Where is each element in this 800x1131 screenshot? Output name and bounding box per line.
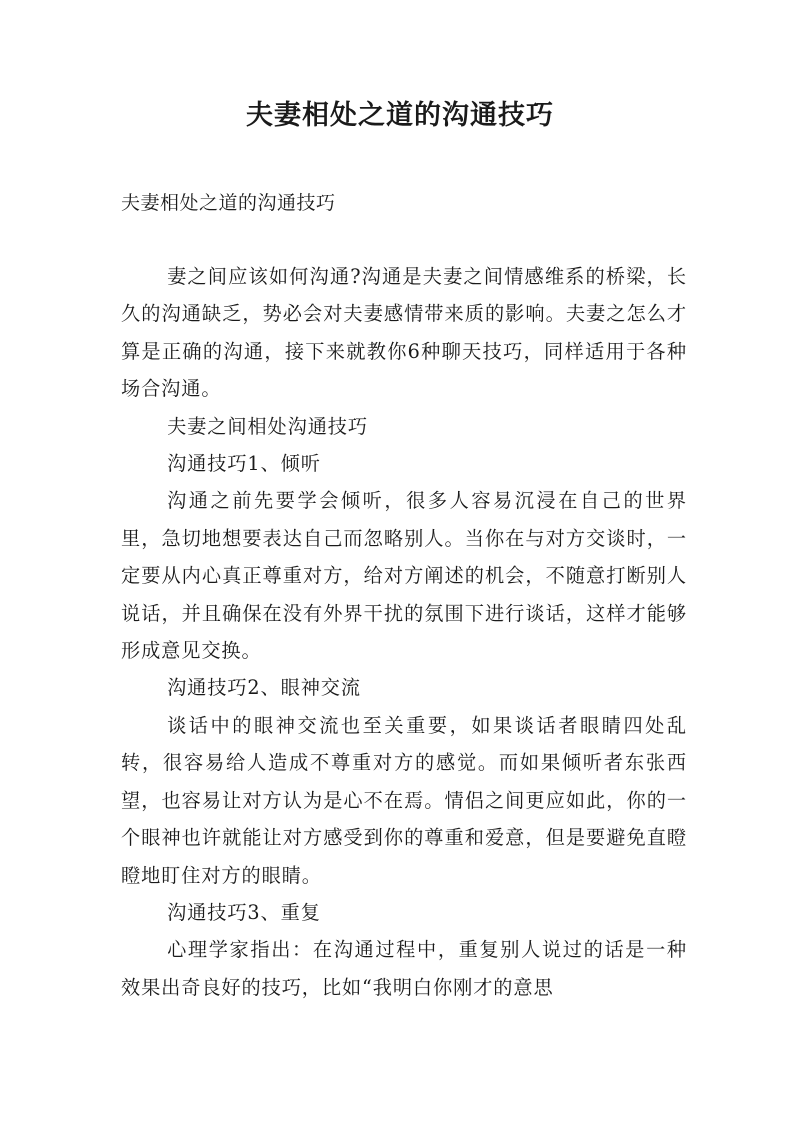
document-subtitle: 夫妻相处之道的沟通技巧 [121, 192, 336, 214]
section-heading: 夫妻之间相处沟通技巧 [167, 414, 368, 438]
document-title: 夫妻相处之道的沟通技巧 [246, 100, 554, 131]
paragraph-repetition: 心理学家指出：在沟通过程中，重复别人说过的话是一种效果出奇良好的技巧，比如“我明白你刚才的意思 [121, 938, 687, 999]
paragraph-listening: 沟通之前先要学会倾听，很多人容易沉浸在自己的世界里，急切地想要表达自己而忽略别人。当你在与对方交谈时，一定要从内心真正尊重对方，给对方阐述的机会，不随意打断别人说话，并且确保在没有外界干扰的氛围下进行谈话，这样才能够形成意见交换。 [121, 489, 687, 663]
tip-heading-2: 沟通技巧2、眼神交流 [167, 676, 361, 700]
paragraph-intro: 妻之间应该如何沟通?沟通是夫妻之间情感维系的桥梁，长久的沟通缺乏，势必会对夫妻感情带来质的影响。夫妻之怎么才算是正确的沟通，接下来就教你6种聊天技巧，同样适用于各种场合沟通。 [121, 265, 687, 401]
paragraph-eye-contact: 谈话中的眼神交流也至关重要，如果谈话者眼睛四处乱转，很容易给人造成不尊重对方的感觉。而如果倾听者东张西望，也容易让对方认为是心不在焉。情侣之间更应如此，你的一个眼神也许就能让对方感受到你的尊重和爱意，但是要避免直瞪瞪地盯住对方的眼睛。 [121, 713, 687, 887]
document-body [121, 258, 687, 1006]
tip-heading-1: 沟通技巧1、倾听 [167, 452, 321, 476]
tip-heading-3: 沟通技巧3、重复 [167, 900, 321, 924]
